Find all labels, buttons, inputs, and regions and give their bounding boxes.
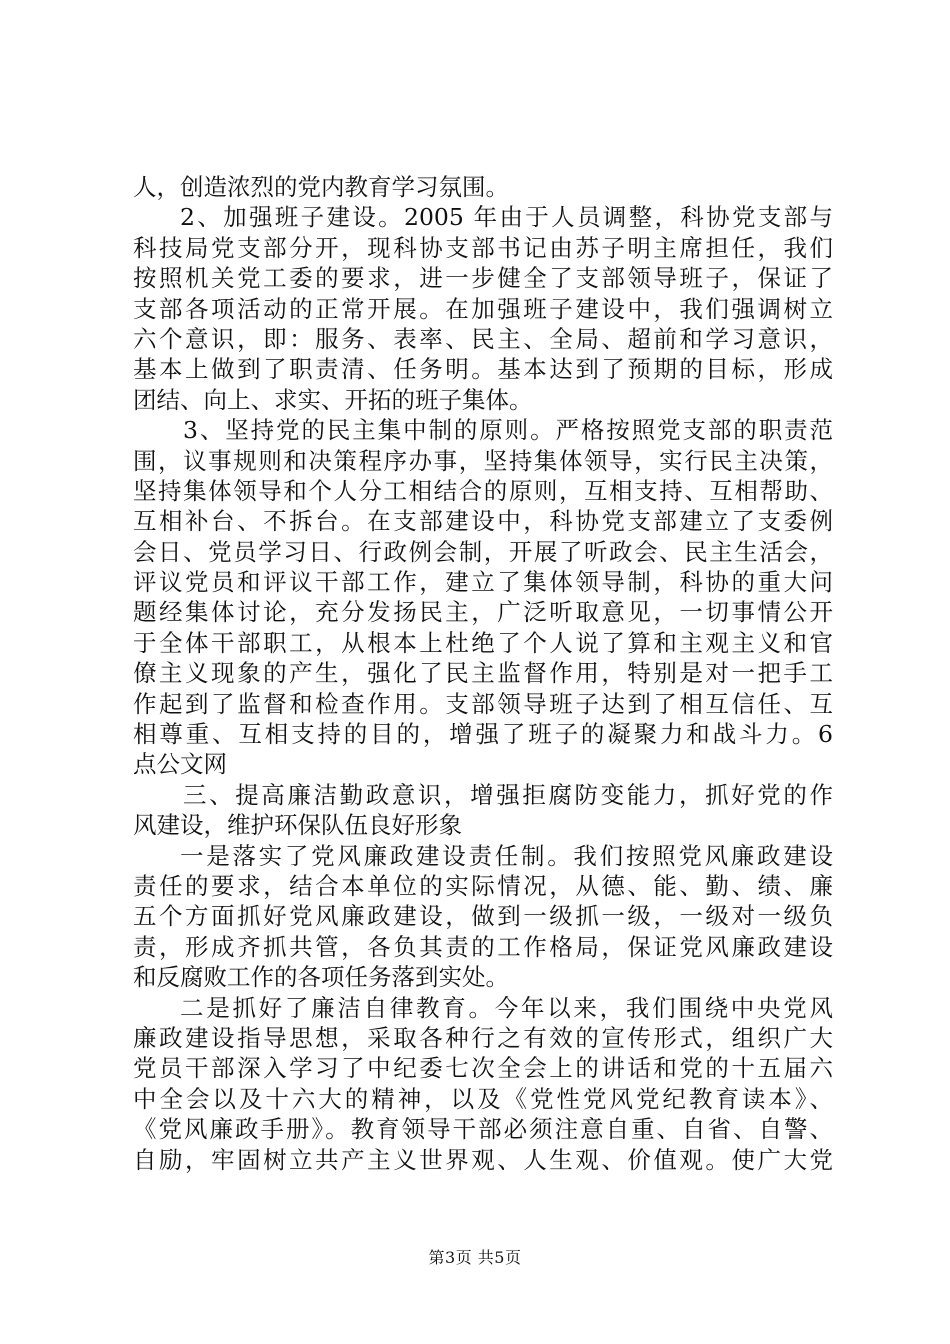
text-line: 2、加强班子建设。2005 年由于人员调整，科协党支部与 — [180, 203, 833, 232]
text-line: 和反腐败工作的各项任务落到实处。 — [133, 963, 509, 992]
text-line: 互相补台、不拆台。在支部建设中，科协党支部建立了支委例 — [133, 507, 833, 536]
text-line: 点公文网 — [133, 750, 227, 779]
text-line: 团结、向上、求实、开拓的班子集体。 — [133, 385, 533, 414]
section-heading-line: 三、提高廉洁勤政意识，增强拒腐防变能力，抓好党的作 — [183, 780, 833, 809]
document-body — [133, 172, 833, 1175]
text-line: 题经集体讨论，充分发扬民主，广泛听取意见，一切事情公开 — [133, 598, 833, 627]
text-line: 责，形成齐抓共管，各负其责的工作格局，保证党风廉政建设 — [133, 932, 833, 961]
text-line: 于全体干部职工，从根本上杜绝了个人说了算和主观主义和官 — [133, 628, 833, 657]
text-line: 基本上做到了职责清、任务明。基本达到了预期的目标，形成 — [133, 355, 833, 384]
text-line: 中全会以及十六大的精神，以及《党性党风党纪教育读本》、 — [133, 1084, 833, 1113]
text-line: 支部各项活动的正常开展。在加强班子建设中，我们强调树立 — [133, 294, 833, 323]
text-line: 党员干部深入学习了中纪委七次全会上的讲话和党的十五届六 — [133, 1054, 833, 1083]
text-line: 责任的要求，结合本单位的实际情况，从德、能、勤、绩、廉 — [133, 871, 833, 900]
text-line: 作起到了监督和检查作用。支部领导班子达到了相互信任、互 — [133, 689, 833, 718]
text-line: 六个意识，即：服务、表率、民主、全局、超前和学习意识， — [133, 324, 833, 353]
text-line: 五个方面抓好党风廉政建设，做到一级抓一级，一级对一级负 — [133, 902, 833, 931]
text-line: 僚主义现象的产生，强化了民主监督作用，特别是对一把手工 — [133, 659, 833, 688]
text-line: 廉政建设指导思想，采取各种行之有效的宣传形式，组织广大 — [133, 1023, 833, 1052]
text-line: 坚持集体领导和个人分工相结合的原则，互相支持、互相帮助、 — [133, 476, 833, 505]
text-line: 相尊重、互相支持的目的，增强了班子的凝聚力和战斗力。6 — [133, 720, 833, 749]
text-line: 科技局党支部分开，现科协支部书记由苏子明主席担任，我们 — [133, 233, 833, 262]
section-heading-line: 风建设，维护环保队伍良好形象 — [133, 811, 462, 840]
text-line: 自励，牢固树立共产主义世界观、人生观、价值观。使广大党 — [133, 1145, 833, 1174]
text-line: 二是抓好了廉洁自律教育。今年以来，我们围绕中央党风 — [180, 993, 833, 1022]
text-line: 人，创造浓烈的党内教育学习氛围。 — [133, 173, 509, 201]
page-number-footer: 第3页 共5页 — [428, 1248, 522, 1267]
text-line: 按照机关党工委的要求，进一步健全了支部领导班子，保证了 — [133, 264, 833, 293]
text-line: 一是落实了党风廉政建设责任制。我们按照党风廉政建设 — [180, 841, 833, 870]
text-line: 评议党员和评议干部工作，建立了集体领导制，科协的重大问 — [133, 568, 833, 597]
text-line: 围，议事规则和决策程序办事，坚持集体领导，实行民主决策， — [133, 446, 833, 475]
text-line: 3、坚持党的民主集中制的原则。严格按照党支部的职责范 — [183, 416, 833, 445]
text-line: 《党风廉政手册》。教育领导干部必须注意自重、自省、自警、 — [133, 1115, 833, 1144]
text-line: 会日、党员学习日、行政例会制，开展了听政会、民主生活会， — [133, 537, 833, 566]
